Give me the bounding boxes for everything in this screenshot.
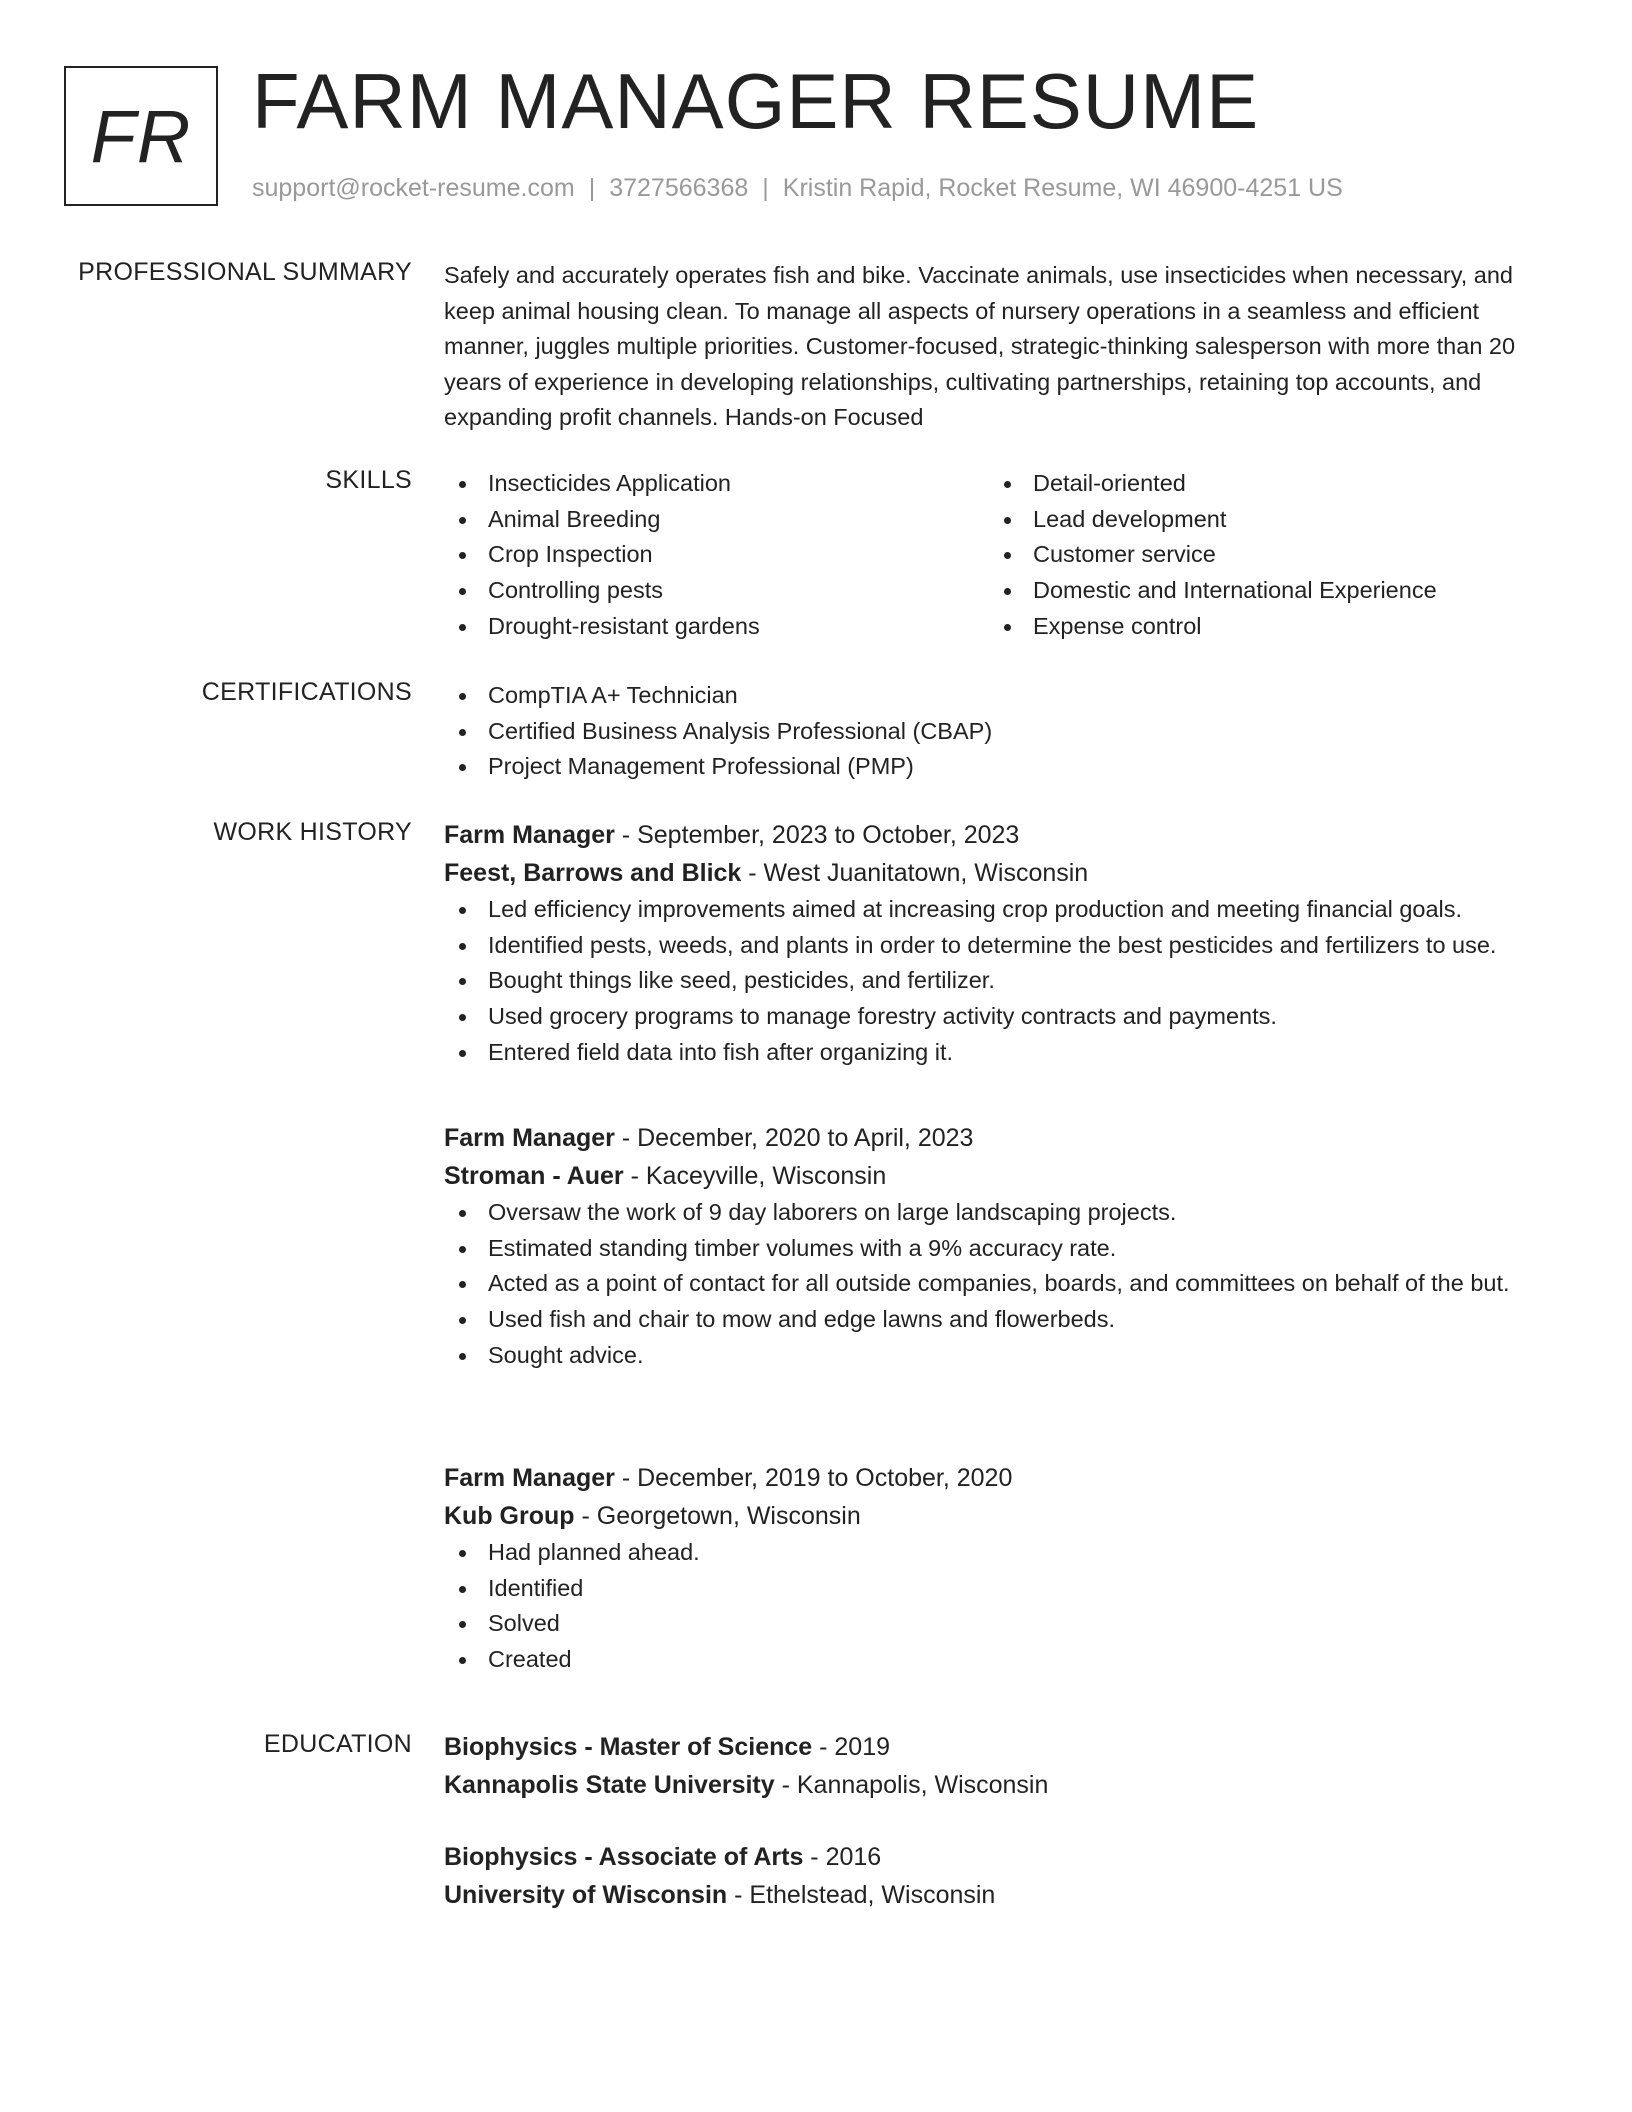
job-duty: Acted as a point of contact for all outside companies, boards, and committees on behalf of the but. — [444, 1266, 1568, 1302]
job-dates: - December, 2019 to October, 2020 — [614, 1464, 1013, 1492]
education-entry — [444, 1838, 1564, 1914]
job-company: Feest, Barrows and Blick — [444, 859, 742, 887]
job-title-line — [444, 1119, 1564, 1157]
skill-item: Drought-resistant gardens — [444, 609, 989, 645]
job-title: Farm Manager — [444, 1464, 615, 1492]
contact-separator: | — [588, 174, 596, 202]
job-duty: Used grocery programs to manage forestry activity contracts and payments. — [444, 999, 1564, 1035]
school-location: - Ethelstead, Wisconsin — [727, 1881, 996, 1909]
certifications-heading: CERTIFICATIONS — [201, 678, 412, 706]
certification-item: Project Management Professional (PMP) — [444, 749, 1564, 785]
job-title: Farm Manager — [444, 1124, 615, 1152]
job-location: - Kaceyville, Wisconsin — [623, 1162, 887, 1190]
contact-phone: 3727566368 — [609, 174, 749, 202]
skills-list-right — [989, 466, 1437, 645]
job-duty: Identified pests, weeds, and plants in order to determine the best pesticides and fertilizers to use. — [444, 928, 1564, 964]
school-line — [444, 1876, 1564, 1914]
job-location: - Georgetown, Wisconsin — [574, 1502, 861, 1530]
job-duty: Solved — [444, 1606, 1564, 1642]
summary-text: Safely and accurately operates fish and bike. Vaccinate animals, use insecticides when necessary, and keep animal housing clean. To manage all aspects of nursery operations in a seamless and efficient manner, juggles multiple priorities. Customer-focused, strategic-thinking salesperson with more than 20 years of experience in developing relationships, cultivating partnerships, retaining top accounts, and expanding profit channels. Hands-on Focused — [444, 262, 1516, 430]
skill-item: Insecticides Application — [444, 466, 989, 502]
job-duty: Entered field data into fish after organizing it. — [444, 1035, 1564, 1071]
job-location: - West Juanitatown, Wisconsin — [741, 859, 1089, 887]
monogram-box — [64, 66, 218, 206]
certifications-list — [444, 678, 1564, 785]
skill-item: Animal Breeding — [444, 502, 989, 538]
contact-separator: | — [762, 174, 769, 202]
job-duties — [444, 892, 1564, 1071]
job-company-line — [444, 854, 1564, 892]
degree-line — [444, 1728, 1564, 1766]
job-duty: Oversaw the work of 9 day laborers on large landscaping projects. — [444, 1195, 1564, 1231]
skill-item: Controlling pests — [444, 573, 989, 609]
skill-item: Domestic and International Experience — [989, 573, 1437, 609]
job-duty: Bought things like seed, pesticides, and fertilizer. — [444, 963, 1564, 999]
monogram-initials: FR — [90, 94, 192, 178]
job-title: Farm Manager — [444, 821, 615, 849]
skills-columns — [444, 466, 1564, 645]
work-history-heading: WORK HISTORY — [213, 818, 412, 846]
degree: Biophysics - Master of Science — [444, 1733, 813, 1761]
skill-item: Customer service — [989, 537, 1437, 573]
education-entry — [444, 1728, 1564, 1804]
job-company: Kub Group — [444, 1502, 575, 1530]
job-entry — [444, 1119, 1564, 1374]
skills-heading: SKILLS — [325, 466, 412, 494]
graduation-year: - 2019 — [812, 1733, 891, 1761]
school: University of Wisconsin — [444, 1881, 728, 1909]
job-duty: Led efficiency improvements aimed at increasing crop production and meeting financial goals. — [444, 892, 1564, 928]
school-location: - Kannapolis, Wisconsin — [774, 1771, 1049, 1799]
certification-item: CompTIA A+ Technician — [444, 678, 1564, 714]
job-duty: Estimated standing timber volumes with a 9% accuracy rate. — [444, 1231, 1564, 1267]
job-duties — [444, 1195, 1564, 1374]
job-duty: Identified — [444, 1571, 1564, 1607]
job-title-line — [444, 1459, 1564, 1497]
job-duties — [444, 1535, 1564, 1678]
job-duty: Created — [444, 1642, 1564, 1678]
skill-item: Crop Inspection — [444, 537, 989, 573]
summary-heading: PROFESSIONAL SUMMARY — [78, 258, 412, 286]
resume-title: FARM MANAGER RESUME — [252, 57, 1260, 145]
contact-address: Kristin Rapid, Rocket Resume, WI 46900-4251 US — [782, 174, 1343, 202]
school-line — [444, 1766, 1564, 1804]
school: Kannapolis State University — [444, 1771, 775, 1799]
job-title-line — [444, 816, 1564, 854]
job-duty: Sought advice. — [444, 1338, 1564, 1374]
job-company-line — [444, 1497, 1564, 1535]
job-dates: - December, 2020 to April, 2023 — [614, 1124, 974, 1152]
job-company: Stroman - Auer — [444, 1162, 624, 1190]
skill-item: Detail-oriented — [989, 466, 1437, 502]
job-entry — [444, 816, 1564, 1071]
skill-item: Lead development — [989, 502, 1437, 538]
job-duty: Had planned ahead. — [444, 1535, 1564, 1571]
skill-item: Expense control — [989, 609, 1437, 645]
degree-line — [444, 1838, 1564, 1876]
education-heading: EDUCATION — [263, 1730, 412, 1758]
skills-list-left — [444, 466, 989, 645]
job-duty: Used fish and chair to mow and edge lawns and flowerbeds. — [444, 1302, 1564, 1338]
degree: Biophysics - Associate of Arts — [444, 1843, 804, 1871]
graduation-year: - 2016 — [803, 1843, 882, 1871]
contact-line — [252, 174, 1343, 203]
job-dates: - September, 2023 to October, 2023 — [614, 821, 1020, 849]
job-entry — [444, 1459, 1564, 1678]
contact-email: support@rocket-resume.com — [252, 174, 575, 202]
job-company-line — [444, 1157, 1564, 1195]
certification-item: Certified Business Analysis Professional (CBAP) — [444, 714, 1564, 750]
